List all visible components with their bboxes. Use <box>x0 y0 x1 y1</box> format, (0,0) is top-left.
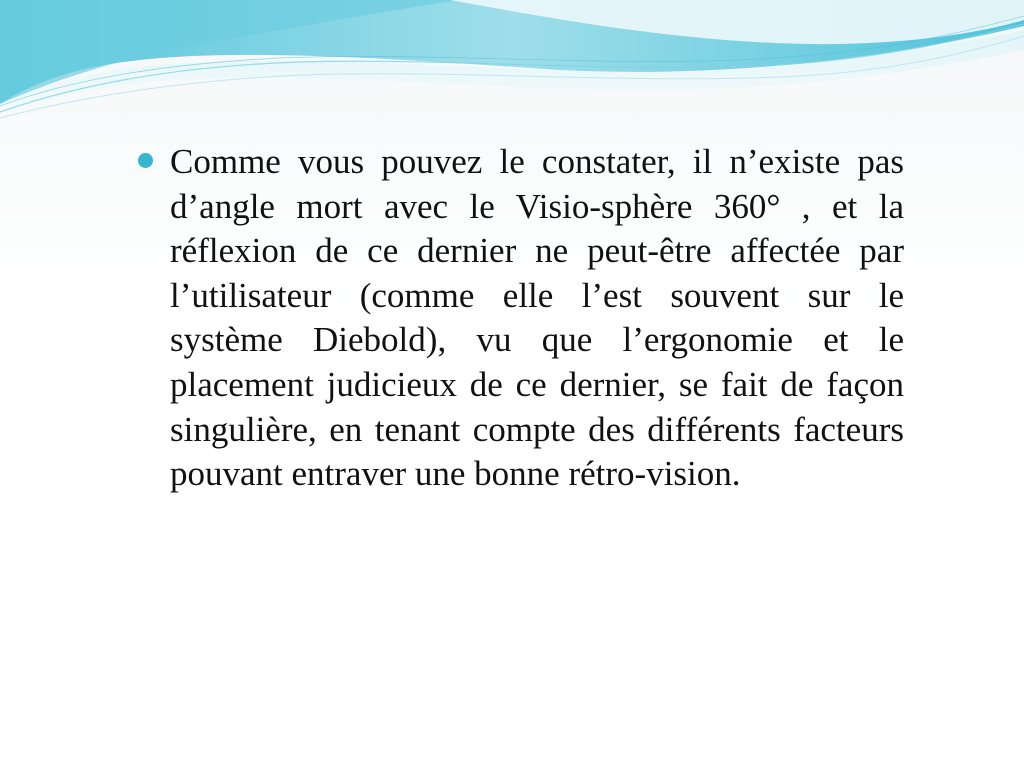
bullet-dot-icon <box>138 153 153 168</box>
content-area <box>138 140 904 497</box>
decorative-wave-header <box>0 0 1024 130</box>
bullet-text: Comme vous pouvez le constater, il n’existe pas d’angle mort avec le Visio-sphère 360° , et la réflexion de ce dernier ne peut-être affectée par l’utilisateur (comme elle l’est souvent sur le système Diebold), vu que l’ergonomie et le placement judicieux de ce dernier, se fait de façon singulière, en tenant compte des différents facteurs pouvant entraver une bonne rétro-vision. <box>170 142 904 494</box>
bullet-item <box>138 140 904 497</box>
